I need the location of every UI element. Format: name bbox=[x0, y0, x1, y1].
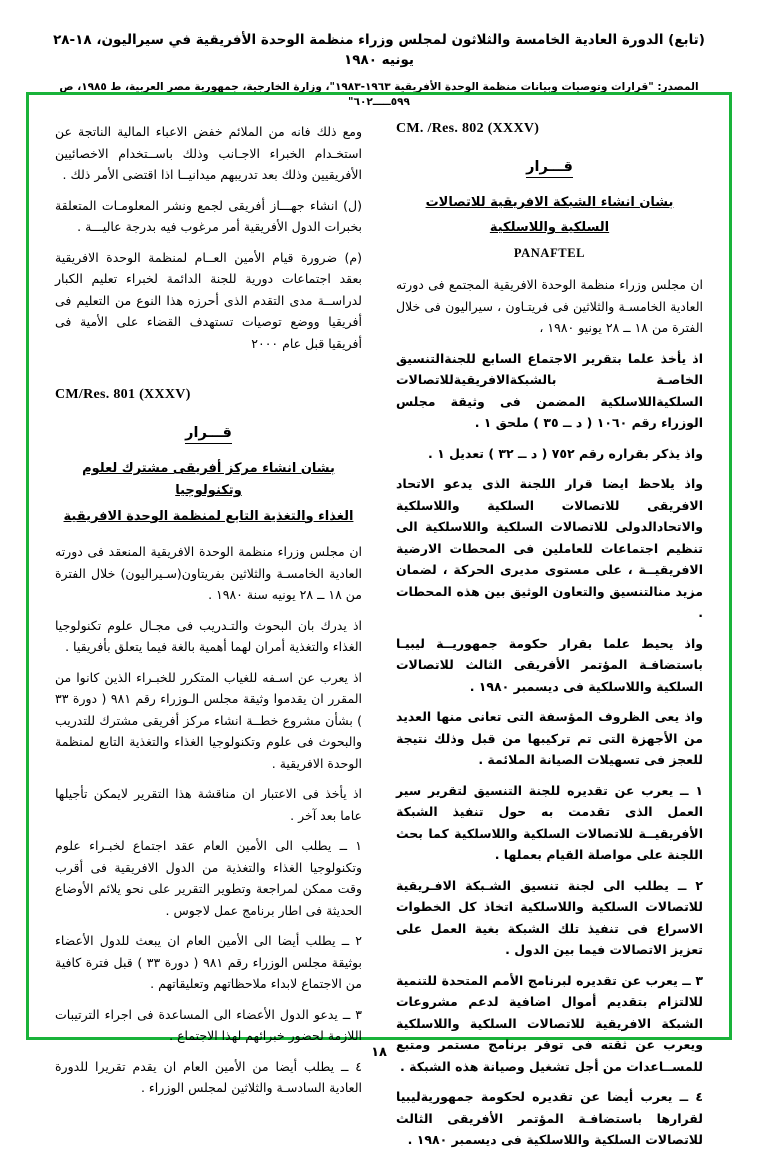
header-title: (تابع) الدورة العادية الخامسة والثلاثون لمجلس وزراء منظمة الوحدة الأفريقية في سيراليون، ١٨-٢٨ يونيه ١٩٨٠ bbox=[53, 32, 705, 69]
paragraph-802-3: واذ يلاحظ ايضا قرار اللجنة الذى يدعو الاتحاد الافريقى للاتصالات السلكية واللاسلكية والاتحادالدولى للاتصالات السلكية واللاسلكية الى تنظيم اجتماعات للعاملين فى المحطات الارضية الافريقيــة ، على مستوى مديرى الحركة ، لضمان مزيد منالتنسيق والتعاون الوثيق بين هذه المحطات . bbox=[396, 476, 703, 621]
column-right bbox=[379, 117, 703, 1148]
paragraph-cont-0: ومع ذلك فانه من الملائم خفض الاعباء المالية الناتجة عن استخـدام الخبراء الاجـانب وذلك باســتخدام الاخصائيين الأفريقيين وذلك بعد تدريبهم ميدانيــا اذا اقتضى الأمر ذلك . bbox=[55, 124, 362, 182]
paragraph-802-7: ٢ ــ يطلب الى لجنة تنسيق الشـبكة الافـريقية للاتصالات السلكية واللاسلكية اتخاذ كل الخطوات الاسراع فى تنفيذ تلك الشبكة بغية العمل على تعزيز الاتصالات فيما بين الدول . bbox=[396, 877, 703, 958]
paragraph-801-2: اذ يعرب عن اسـفه للغياب المتكرر للخبـراء الذين كانوا من المقرر ان يقدموا وثيقة مجلس الـوزراء رقم ٩٨١ ( دورة ٣٣ ) بشأن مشروع خطــة انشاء مركز أفريقى مشترك للتدريب والبحوث فى علوم وتكنولوجيا الغذاء والتغذية التابع لمنظمة الوحدة الافريقية . bbox=[55, 669, 362, 771]
qarar-heading-802: قـــرار bbox=[396, 155, 703, 180]
paragraph-802-9: ٤ ــ يعرب أيضا عن تقديره لحكومة جمهوريةليبيا لقرارها باستضافـة المؤتمر الأفريقى الثالث للاتصالات السلكية واللاسلكية فى ديسمبر ١٩٨٠ . bbox=[396, 1089, 703, 1148]
subject-801-line1: بشان انشاء مركز أفريقى مشترك لعلوم وتكنولوجيا bbox=[82, 461, 335, 499]
resolution-id-801: CM/Res. 801 (XXXV) bbox=[55, 387, 191, 402]
paragraph-802-5: واذ يعى الظروف المؤسفة التى تعانى منها العديد من الأجهزة التى تم تركيبها من قبل وذلك نتيجة للعجز فى تسهيلات الصيانة الملائمة . bbox=[396, 709, 703, 768]
paragraph-802-0: ان مجلس وزراء منظمة الوحدة الافريقية المجتمع فى دورته العادية الخامسـة والثلاثين فى فريتـاون ، سيراليون فى خلال الفترة من ١٨ ــ ٢٨ يونيو ١٩٨٠ ، bbox=[396, 277, 703, 336]
paragraph-801-3: اذ يأخذ فى الاعتبار ان مناقشة هذا التقرير لايمكن تأجيلها عاما بعد آخر . bbox=[55, 786, 362, 823]
column-left bbox=[55, 117, 379, 1096]
qarar-heading-801: قـــرار bbox=[55, 421, 362, 446]
content-frame bbox=[26, 92, 732, 1148]
page-number: ١٨ bbox=[371, 1045, 387, 1060]
paragraph-802-1: اذ يأخذ علما بتقرير الاجتماع السابع للجنةالتنسيق الخاصـة بالشبكةالافريقيةللاتصالات السلكيةاللاسلكية المضمن فى وثيقة مجلس الوزراء رقم ١٠٦٠ ( د ــ ٣٥ ) ملحق ١ . bbox=[396, 350, 703, 431]
paragraph-802-8: ٣ ــ يعرب عن تقديره لبرنامج الأمم المتحدة للتنمية للالتزام بتقديم أموال اضافية لدعم مشروعات الشبكة الافريقية للاتصالات السلكية واللاسلكية ويعرب عن ثقته فى توفر برنامج مستمر ومتبع للمســاعدات من أجل تشغيل وصيانة هذه الشبكة . bbox=[396, 972, 703, 1074]
subject-802-line1: بشان انشاء الشبكة الافريقية للاتصالات bbox=[425, 195, 674, 211]
subject-802-line2: السلكية واللاسلكية bbox=[489, 220, 610, 236]
paragraph-801-6: ٣ ــ يدعو الدول الأعضاء الى المساعدة فى اجراء الترتيبات اللازمة لحضور خبرائهم لهذا الاجتماع . bbox=[55, 1006, 362, 1044]
paragraph-801-4: ١ ــ يطلب الى الأمين العام عقد اجتماع لخبـراء علوم وتكنولوجيا الغذاء والتغذية من الدول الافريقية فى أقرب وقت ممكن لمراجعة وتطوير التقرير على نحو يلائم الأوضاع الحديثة فى اطار برنامج عمل لاجوس . bbox=[55, 838, 362, 918]
resolution-id-802: CM. /Res. 802 (XXXV) bbox=[396, 121, 540, 136]
paragraph-801-7: ٤ ــ يطلب أيضا من الأمين العام ان يقدم تقريرا للدورة العادية السادسـة والثلاثين لمجلس الوزراء . bbox=[55, 1058, 362, 1096]
paragraph-802-2: واذ يذكر بقراره رقم ٧٥٢ ( د ــ ٣٢ ) تعديل ١ . bbox=[428, 445, 703, 461]
paragraph-801-5: ٢ ــ يطلب أيضا الى الأمين العام ان يبعث للدول الأعضاء بوثيقة مجلس الوزراء رقم ٩٨١ ( دورة ٣٣ ) قبل فترة كافية من الاجتماع لابداء ملاحظاتهم وتعليقاتهم . bbox=[55, 933, 362, 992]
paragraph-cont-1: (ل) انشاء جهـــاز أفريقى لجمع ونشر المعلومـات المتعلقة بخبرات الدول الأفريقية أمر مرغوب فيه بدرجة عاليـــة . bbox=[55, 197, 362, 234]
paragraph-802-6: ١ ــ يعرب عن تقديره للجنة التنسيق لتقرير سير العمل الذى تقدمت به حول تنفيذ الشبكة الأفريقيــة للاتصالات السلكية واللاسلكية كما بحث اللجنة على مواصلة القيام بعملها . bbox=[396, 782, 703, 863]
paragraph-801-0: ان مجلس وزراء منظمة الوحدة الافريقية المنعقد فى دورته العادية الخامسـة والثلاثين بفريتاون(سـيراليون) خلال الفترة من ١٨ ــ ٢٨ يونيه سنة ١٩٨٠ . bbox=[55, 544, 362, 603]
paragraph-cont-2: (م) ضرورة قيام الأمين العــام لمنظمة الوحدة الافريقية بعقد اجتماعات دورية للجنة الدائمة لخبراء تعليم الكبار لدراســة مدى التقدم الذى أحرزه هذا النوع من التعليم فى أفريقيا ووضع توصيات تستهدف القضاء على الأمية فى أفريقيا قبل عام ٢٠٠٠ bbox=[55, 249, 362, 351]
header-source: المصدر: "قرارات وتوصيات وبيانات منظمة الوحدة الأفريقية ١٩٦٣-١٩٨٣"، وزارة الخارجية، جمهورية مصر العربية، ط ١٩٨٥، ص ٥٩٩ـــــ٦٠٢" bbox=[59, 80, 699, 109]
paragraph-802-4: واذ يحيط علما بقرار حكومة جمهوريــة ليبيـا باستضافـة المؤتمر الأفريقى الثالث للاتصالات السلكية واللاسلكية فى ديسمبر ١٩٨٠ . bbox=[396, 635, 703, 694]
panaftel-label: PANAFTEL bbox=[513, 245, 586, 260]
subject-801-line2: الغذاء والتغذية التابع لمنظمة الوحدة الافريقية bbox=[63, 508, 354, 524]
paragraph-801-1: اذ يدرك بان البحوث والتـدريب فى مجـال علوم تكنولوجيا الغذاء والتغذية أمران لهما أهمية بالغة فيما يتعلق بأفريقيا . bbox=[55, 617, 362, 655]
